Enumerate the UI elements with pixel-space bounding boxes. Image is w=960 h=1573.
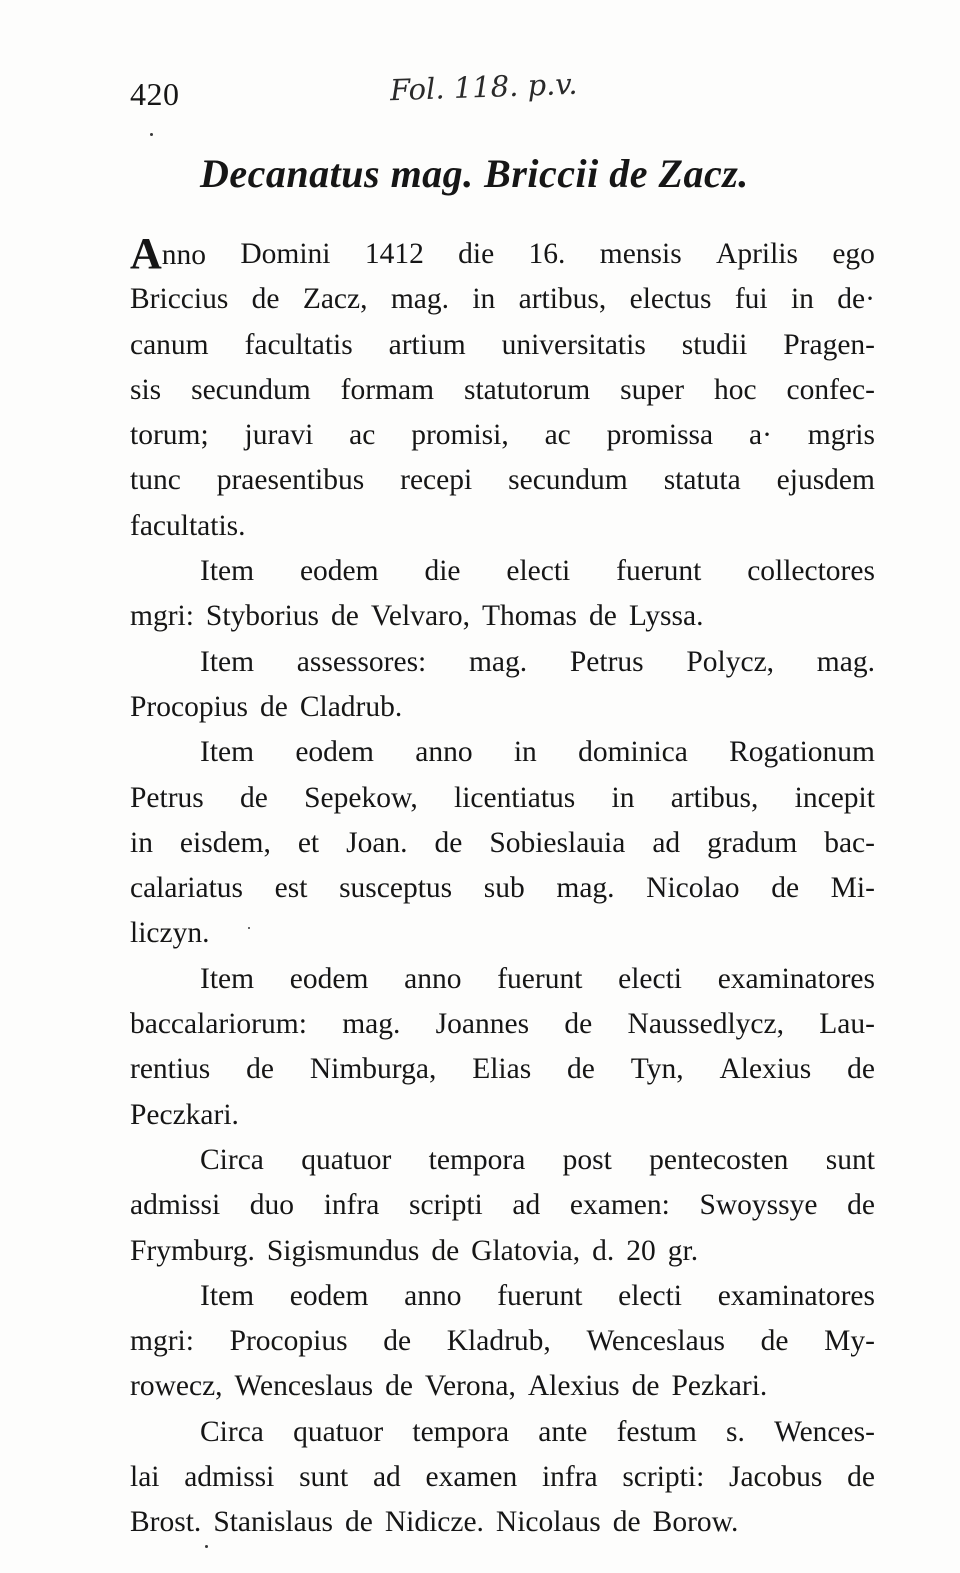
text-word: 20: [626, 1234, 656, 1267]
text-word: Tyn,: [630, 1053, 684, 1086]
text-word: Joan.: [346, 826, 408, 859]
text-word: mgri:: [130, 1325, 194, 1358]
text-word: sunt: [825, 1143, 875, 1176]
text-line: [130, 549, 875, 594]
text-word: a·: [748, 419, 772, 452]
text-word: 16.: [528, 238, 566, 270]
text-word: Alexius: [719, 1053, 812, 1086]
text-word: de: [589, 600, 617, 633]
text-word: ante: [538, 1415, 588, 1448]
text-word: tunc: [130, 464, 181, 497]
text-word: de: [564, 1008, 593, 1041]
text-word: in: [472, 283, 496, 316]
text-word: Procopius: [229, 1325, 348, 1358]
text-word: pentecosten: [649, 1143, 789, 1176]
text-word: Aprilis: [716, 238, 798, 270]
text-word: calariatus: [130, 872, 244, 905]
text-word: anno: [404, 962, 462, 995]
text-word: collectores: [747, 555, 875, 588]
text-word: est: [274, 872, 308, 905]
scan-speck: [150, 133, 153, 136]
text-word: susceptus: [339, 872, 453, 905]
text-word: ad: [372, 1461, 401, 1494]
text-word: mensis: [599, 238, 682, 270]
text-word: Nicolaus: [495, 1506, 601, 1539]
text-word: die: [458, 238, 495, 270]
text-word: Item: [200, 645, 255, 678]
text-word: Cladrub.: [299, 690, 403, 723]
text-word: Naussedlycz,: [627, 1008, 784, 1041]
text-word: liczyn.: [130, 917, 210, 950]
text-word: Rogationum: [729, 736, 875, 769]
text-word: Polycz,: [686, 645, 775, 678]
text-word: infra: [323, 1189, 380, 1222]
text-word: examen:: [569, 1189, 670, 1222]
text-word: de·: [837, 283, 875, 316]
text-word: Thomas: [482, 600, 578, 633]
text-word: mag.: [816, 645, 875, 678]
text-word: scripti: [409, 1189, 483, 1222]
text-word: Circa: [200, 1415, 264, 1448]
page-header: [130, 66, 870, 120]
text-word: fuerunt: [497, 962, 583, 995]
text-word: festum: [616, 1415, 697, 1448]
text-word: statuta: [663, 464, 741, 497]
text-word: de: [847, 1053, 875, 1086]
text-word: de: [431, 1234, 460, 1267]
text-word: 1412: [364, 238, 424, 270]
text-word: die: [424, 555, 461, 588]
text-line: [130, 1002, 875, 1047]
text-line: [130, 1229, 875, 1274]
text-line: [130, 413, 875, 458]
text-word: Nidicze.: [384, 1506, 484, 1539]
text-word: praesentibus: [216, 464, 365, 497]
text-word: admissi: [130, 1189, 221, 1222]
text-word: Zacz,: [302, 283, 368, 316]
text-word: de: [251, 283, 280, 316]
text-word: tempora: [412, 1415, 510, 1448]
text-word: fui: [734, 283, 768, 316]
text-word: ejusdem: [776, 464, 875, 497]
text-word: mgri:: [130, 600, 194, 633]
text-word: de: [847, 1189, 875, 1222]
text-word: Sigismundus: [266, 1234, 420, 1267]
text-line: [130, 1274, 875, 1319]
text-word: universitatis: [501, 328, 646, 361]
text-word: gradum: [707, 826, 798, 859]
text-word: Pragen-: [783, 328, 875, 361]
text-word: secundum: [191, 373, 311, 406]
text-word: lai: [130, 1461, 160, 1494]
text-word: de: [383, 1325, 412, 1358]
initial-capital: A: [130, 229, 162, 278]
text-word: electi: [618, 962, 682, 995]
text-word: et: [297, 826, 320, 859]
text-line: [130, 776, 875, 821]
text-word: de: [240, 781, 268, 814]
text-word: Lau-: [819, 1008, 875, 1041]
scan-speck: [248, 927, 250, 929]
text-word: recepi: [400, 464, 473, 497]
text-word: ac: [349, 419, 376, 452]
text-word: promisi,: [411, 419, 509, 452]
text-word: fuerunt: [497, 1279, 583, 1312]
text-word: anno: [404, 1279, 462, 1312]
text-word: d.: [592, 1234, 615, 1267]
body-text: [130, 229, 875, 1546]
text-word: mag.: [342, 1008, 401, 1041]
text-word: quatuor: [293, 1415, 384, 1448]
text-word: ad: [652, 826, 681, 859]
text-word: de: [847, 1461, 875, 1494]
text-word: s.: [726, 1415, 745, 1448]
text-word: promissa: [606, 419, 714, 452]
text-word: Item: [200, 555, 255, 588]
text-word: anno: [415, 736, 473, 769]
text-word: Pezkari.: [671, 1370, 768, 1403]
text-word: Circa: [200, 1143, 264, 1176]
text-word: mag.: [468, 645, 528, 678]
text-word: ac: [544, 419, 571, 452]
text-word: tempora: [428, 1143, 526, 1176]
text-word: Lyssa.: [628, 600, 704, 633]
text-word: eodem: [289, 1279, 369, 1312]
text-word: Nimburga,: [309, 1053, 437, 1086]
text-line: [130, 866, 875, 911]
text-word: hoc: [713, 373, 757, 406]
text-line: [130, 504, 875, 549]
text-word: ad: [512, 1189, 541, 1222]
text-word: studii: [681, 328, 748, 361]
text-word: facultatis.: [130, 509, 246, 542]
text-line: [130, 1093, 875, 1138]
text-word: Glatovia,: [471, 1234, 581, 1267]
text-word: in: [790, 283, 814, 316]
text-word: mgris: [807, 419, 875, 452]
text-word: in: [611, 781, 635, 814]
text-line: [130, 1410, 875, 1455]
text-word: bac-: [824, 826, 875, 859]
text-word: Wenceslaus: [234, 1370, 374, 1403]
text-word: Styborius: [205, 600, 320, 633]
text-line: [130, 277, 875, 322]
text-word: juravi: [244, 419, 314, 452]
text-word: artium: [388, 328, 466, 361]
text-word: Mi-: [830, 872, 875, 905]
text-word: examen: [425, 1461, 518, 1494]
text-word: eodem: [299, 555, 379, 588]
text-word: torum;: [130, 419, 209, 452]
text-line: [130, 685, 875, 730]
text-word: Sobieslauia: [489, 826, 626, 859]
text-word: Domini: [240, 238, 331, 270]
text-word: rowecz,: [130, 1370, 223, 1403]
text-line: [130, 957, 875, 1002]
text-word: secundum: [508, 464, 628, 497]
page-number: 420: [130, 76, 180, 112]
text-word: in: [130, 826, 153, 859]
text-word: sis: [130, 373, 162, 406]
text-word: formam: [340, 373, 435, 406]
text-word: duo: [249, 1189, 295, 1222]
text-word: My-: [824, 1325, 875, 1358]
text-word: mag.: [556, 872, 615, 905]
text-word: incepit: [794, 781, 875, 814]
text-word: facultatis: [244, 328, 353, 361]
text-word: canum: [130, 328, 209, 361]
text-word: dominica: [578, 736, 688, 769]
text-word: admissi: [184, 1461, 275, 1494]
text-word: Velvaro,: [370, 600, 470, 633]
text-word: Briccius: [130, 283, 229, 316]
text-line: [130, 911, 875, 956]
text-word: Frymburg.: [130, 1234, 255, 1267]
text-word: Procopius: [130, 690, 248, 723]
text-line: [130, 1455, 875, 1500]
text-word: post: [562, 1143, 612, 1176]
text-word: Stanislaus: [213, 1506, 333, 1539]
text-word: ego: [832, 238, 875, 270]
text-word: sub: [483, 872, 525, 905]
text-line: [130, 368, 875, 413]
text-word: de: [246, 1053, 274, 1086]
text-word: confec-: [786, 373, 875, 406]
text-word: baccalariorum:: [130, 1008, 307, 1041]
text-word: Jacobus: [728, 1461, 823, 1494]
text-line: [130, 229, 875, 278]
text-word: fuerunt: [616, 555, 702, 588]
text-word: Swoyssye: [699, 1189, 818, 1222]
text-word: assessores:: [296, 645, 427, 678]
text-line: [130, 1183, 875, 1228]
text-line: [130, 458, 875, 503]
text-word: de: [385, 1370, 413, 1403]
text-line: [130, 1319, 875, 1364]
text-word: Brost.: [130, 1506, 202, 1539]
text-word: Item: [200, 962, 255, 995]
text-word: scripti:: [622, 1461, 705, 1494]
text-word: in: [513, 736, 537, 769]
text-word: Peczkari.: [130, 1098, 239, 1131]
text-word: Verona,: [424, 1370, 516, 1403]
scan-speck: [205, 1545, 208, 1548]
text-word: de: [612, 1506, 641, 1539]
text-word: de: [260, 690, 288, 723]
text-word: quatuor: [301, 1143, 392, 1176]
text-word: Item: [200, 736, 255, 769]
text-word: Wenceslaus: [586, 1325, 725, 1358]
text-word: Borow.: [652, 1506, 739, 1539]
text-word: Petrus: [569, 645, 644, 678]
text-word: gr.: [667, 1234, 699, 1267]
text-word: Sepekow,: [304, 781, 418, 814]
text-word: electi: [618, 1279, 682, 1312]
text-word: de: [760, 1325, 789, 1358]
text-line: [130, 1500, 875, 1545]
text-word: Wences-: [774, 1415, 875, 1448]
text-word: Anno: [130, 229, 207, 278]
text-word: licentiatus: [454, 781, 576, 814]
text-line: [130, 730, 875, 775]
handwritten-folio-note: Fol. 118. p.v.: [389, 66, 578, 108]
text-word: examinatores: [717, 1279, 875, 1312]
text-word: eisdem,: [179, 826, 271, 859]
text-word: examinatores: [717, 962, 875, 995]
text-word: rentius: [130, 1053, 211, 1086]
text-word: mag.: [390, 283, 449, 316]
text-word: Nicolao: [646, 872, 740, 905]
text-word: infra: [541, 1461, 598, 1494]
text-word: super: [620, 373, 685, 406]
text-word: Petrus: [130, 781, 204, 814]
text-word: Item: [200, 1279, 255, 1312]
text-line: [130, 594, 875, 639]
text-line: [130, 1047, 875, 1092]
section-title: Decanatus mag. Briccii de Zacz.: [200, 151, 749, 196]
text-word: de: [344, 1506, 373, 1539]
text-word: de: [567, 1053, 595, 1086]
text-word: de: [631, 1370, 660, 1403]
text-word: artibus,: [518, 283, 607, 316]
text-word: Alexius: [527, 1370, 620, 1403]
text-line: [130, 821, 875, 866]
text-word: sunt: [299, 1461, 349, 1494]
text-word: de: [771, 872, 800, 905]
text-line: [130, 640, 875, 685]
text-word: electi: [506, 555, 571, 588]
text-word: statutorum: [464, 373, 591, 406]
text-line: [130, 1364, 875, 1409]
text-word: eodem: [289, 962, 369, 995]
text-word: de: [434, 826, 463, 859]
text-word: de: [331, 600, 359, 633]
text-word: electus: [629, 283, 712, 316]
text-line: [130, 323, 875, 368]
text-word: artibus,: [670, 781, 759, 814]
text-word: eodem: [295, 736, 374, 769]
text-word: Elias: [472, 1053, 532, 1086]
text-word: Joannes: [435, 1008, 530, 1041]
text-word: Kladrub,: [446, 1325, 551, 1358]
text-line: [130, 1138, 875, 1183]
